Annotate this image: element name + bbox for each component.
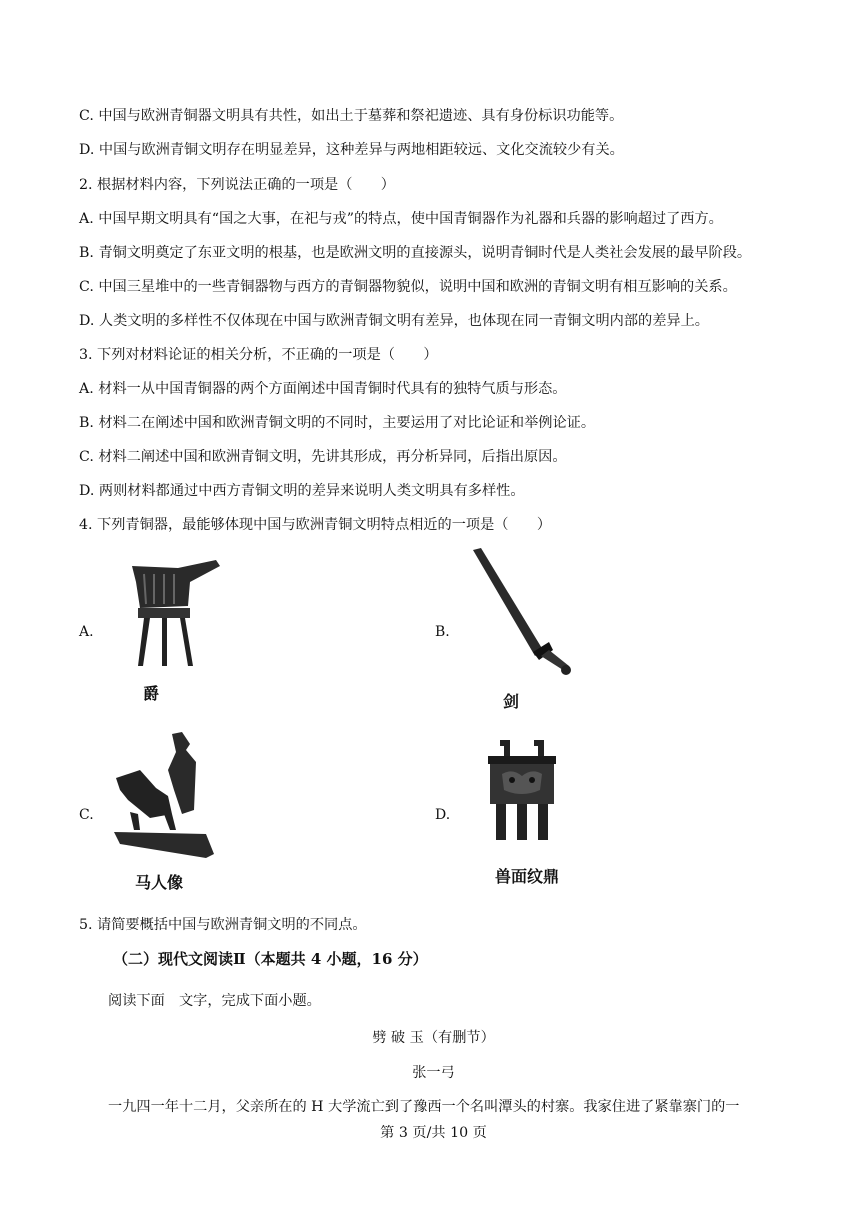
story-author: 张一弓 bbox=[412, 1065, 455, 1081]
q1-option-d: D. 中国与欧洲青铜文明存在明显差异，这种差异与两地相距较远、文化交流较少有关。 bbox=[79, 142, 624, 158]
q4-caption-c: 马人像 bbox=[135, 873, 184, 892]
story-first-line: 一九四一年十二月，父亲所在的 H 大学流亡到了豫西一个名叫潭头的村寨。我家住进了紧靠寨门的一 bbox=[108, 1099, 740, 1115]
q2-option-c: C. 中国三星堆中的一些青铜器物与西方的青铜器物貌似，说明中国和欧洲的青铜文明有相互影响的关系。 bbox=[79, 279, 737, 295]
q3-option-a: A. 材料一从中国青铜器的两个方面阐述中国青铜时代具有的独特气质与形态。 bbox=[79, 381, 567, 397]
q2-option-a: A. 中国早期文明具有“国之大事，在祀与戎”的特点，使中国青铜器作为礼器和兵器的影响超过了西方。 bbox=[79, 211, 723, 227]
q4-stem: 4. 下列青铜器，最能够体现中国与欧洲青铜文明特点相近的一项是（ ） bbox=[79, 517, 552, 533]
q2-stem: 2. 根据材料内容，下列说法正确的一项是（ ） bbox=[79, 177, 395, 193]
q4-label-d: D. bbox=[435, 807, 451, 823]
q2-option-b: B. 青铜文明奠定了东亚文明的根基，也是欧洲文明的直接源头，说明青铜时代是人类社会发展的最早阶段。 bbox=[79, 245, 752, 261]
q4-caption-a: 爵 bbox=[143, 684, 160, 703]
q3-option-d: D. 两则材料都通过中西方青铜文明的差异来说明人类文明具有多样性。 bbox=[79, 483, 525, 499]
q1-option-c: C. 中国与欧洲青铜器文明具有共性，如出土于墓葬和祭祀遗迹、具有身份标识功能等。 bbox=[79, 108, 624, 124]
story-title: 劈 破 玉（有删节） bbox=[372, 1030, 495, 1046]
page-number: 第 3 页/共 10 页 bbox=[380, 1125, 487, 1141]
sword-image bbox=[465, 546, 585, 681]
q4-label-b: B. bbox=[435, 624, 450, 640]
q2-option-d: D. 人类文明的多样性不仅体现在中国与欧洲青铜文明有差异，也体现在同一青铜文明内部的差异上。 bbox=[79, 313, 709, 329]
jue-vessel-image bbox=[118, 556, 228, 671]
horse-man-figure-image bbox=[110, 730, 220, 860]
q5-stem: 5. 请简要概括中国与欧洲青铜文明的不同点。 bbox=[79, 917, 367, 933]
q4-label-a: A. bbox=[79, 624, 94, 640]
q3-option-b: B. 材料二在阐述中国和欧洲青铜文明的不同时，主要运用了对比论证和举例论证。 bbox=[79, 415, 596, 431]
section2-heading: （二）现代文阅读Ⅱ（本题共 4 小题，16 分） bbox=[113, 950, 428, 968]
q3-option-c: C. 材料二阐述中国和欧洲青铜文明，先讲其形成，再分析异同，后指出原因。 bbox=[79, 449, 567, 465]
ding-vessel-image bbox=[482, 736, 562, 846]
q3-stem: 3. 下列对材料论证的相关分析，不正确的一项是（ ） bbox=[79, 347, 438, 363]
q4-caption-b: 剑 bbox=[503, 692, 520, 711]
q4-label-c: C. bbox=[79, 807, 94, 823]
section2-instruction: 阅读下面 文字，完成下面小题。 bbox=[108, 993, 321, 1009]
q4-caption-d: 兽面纹鼎 bbox=[495, 867, 560, 886]
